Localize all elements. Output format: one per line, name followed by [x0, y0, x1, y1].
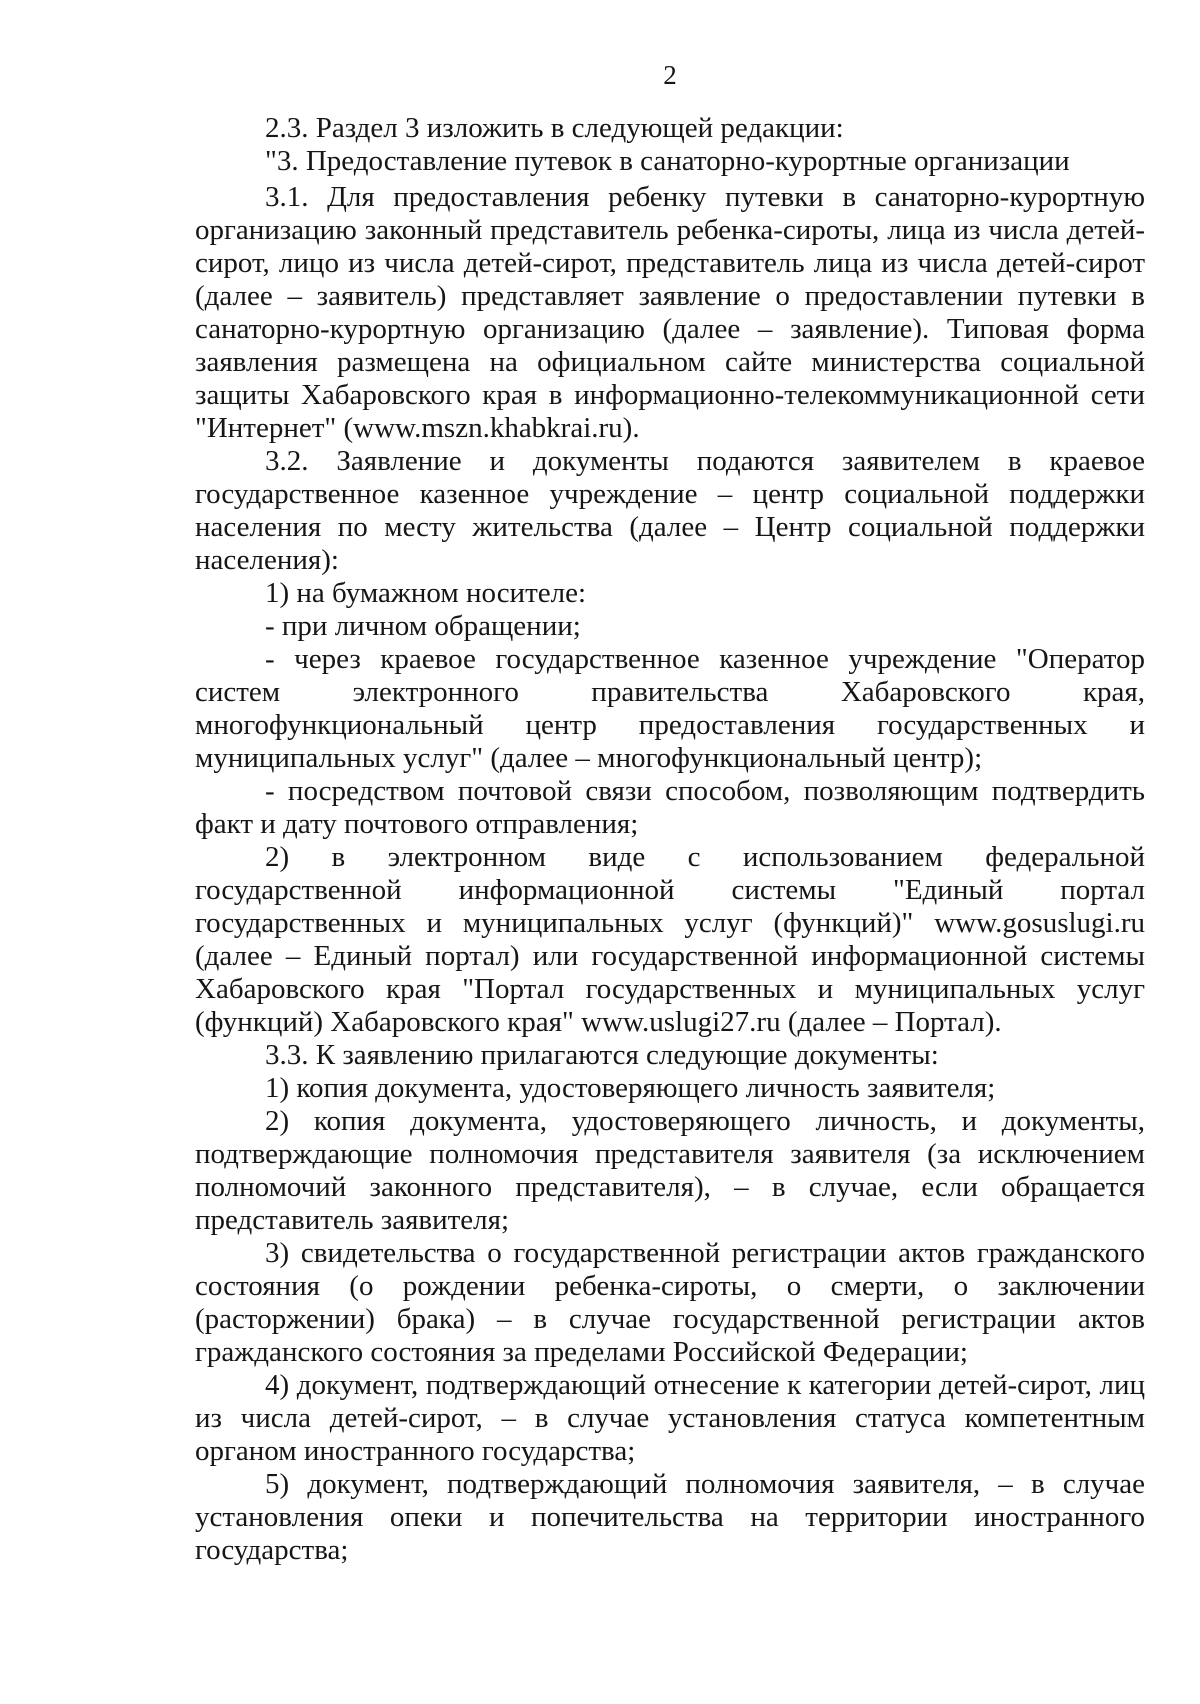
- document-item-2: 2) копия документа, удостоверяющего личность, и документы, подтверждающие полномочия представителя заявителя (за исключением полномочий законного представителя), – в случае, если обращается представитель заявителя;: [195, 1105, 1145, 1236]
- document-item-3: 3) свидетельства о государственной регистрации актов гражданского состояния (о рождении ребенка-сироты, о смерти, о заключении (расторжении) брака) – в случае государственной регистрации актов гражданского состояния за пределами Российской Федерации;: [195, 1237, 1145, 1368]
- document-item-5: 5) документ, подтверждающий полномочия заявителя, – в случае установления опеки и попечительства на территории иностранного государства;: [195, 1468, 1145, 1566]
- list-item-electronic: 2) в электронном виде с использованием федеральной государственной информационной системы "Единый портал государственных и муниципальных услуг (функций)" www.gosuslugi.ru (далее – Единый портал) или государственной информационной системы Хабаровского края "Портал государственных и муниципальных услуг (функций) Хабаровского края" www.uslugi27.ru (далее – Портал).: [195, 841, 1145, 1038]
- list-item-paper: 1) на бумажном носителе:: [265, 577, 587, 609]
- paragraph-2-3: 2.3. Раздел 3 изложить в следующей редакции:: [265, 112, 844, 144]
- paragraph-3-1: 3.1. Для предоставления ребенку путевки в санаторно-курортную организацию законный представитель ребенка-сироты, лица из числа детей-сирот, лицо из числа детей-сирот, представитель лица из числа детей-сирот (далее – заявитель) представляет заявление о предоставлении путевки в санаторно-курортную организацию (далее – заявление). Типовая форма заявления размещена на официальном сайте министерства социальной защиты Хабаровского края в информационно-телекоммуникационной сети "Интернет" (www.mszn.khabkrai.ru).: [195, 181, 1145, 444]
- paragraph-3-2: 3.2. Заявление и документы подаются заявителем в краевое государственное казенное учреждение – центр социальной поддержки населения по месту жительства (далее – Центр социальной поддержки населения):: [195, 445, 1145, 576]
- list-item-personal: - при личном обращении;: [265, 610, 581, 642]
- paragraph-3-3: 3.3. К заявлению прилагаются следующие документы:: [265, 1039, 939, 1071]
- document-item-1: 1) копия документа, удостоверяющего личность заявителя;: [265, 1072, 996, 1104]
- document-item-4: 4) документ, подтверждающий отнесение к категории детей-сирот, лиц из числа детей-сирот, – в случае установления статуса компетентным органом иностранного государства;: [195, 1369, 1145, 1467]
- list-item-post: - посредством почтовой связи способом, позволяющим подтвердить факт и дату почтового отправления;: [195, 775, 1145, 840]
- page-number: 2: [663, 60, 677, 90]
- list-item-mfc: - через краевое государственное казенное учреждение "Оператор систем электронного правительства Хабаровского края, многофункциональный центр предоставления государственных и муниципальных услуг" (далее – многофункциональный центр);: [195, 643, 1145, 774]
- document-body: [195, 112, 1145, 1567]
- section-3-heading: "3. Предоставление путевок в санаторно-курортные организации: [265, 145, 1070, 177]
